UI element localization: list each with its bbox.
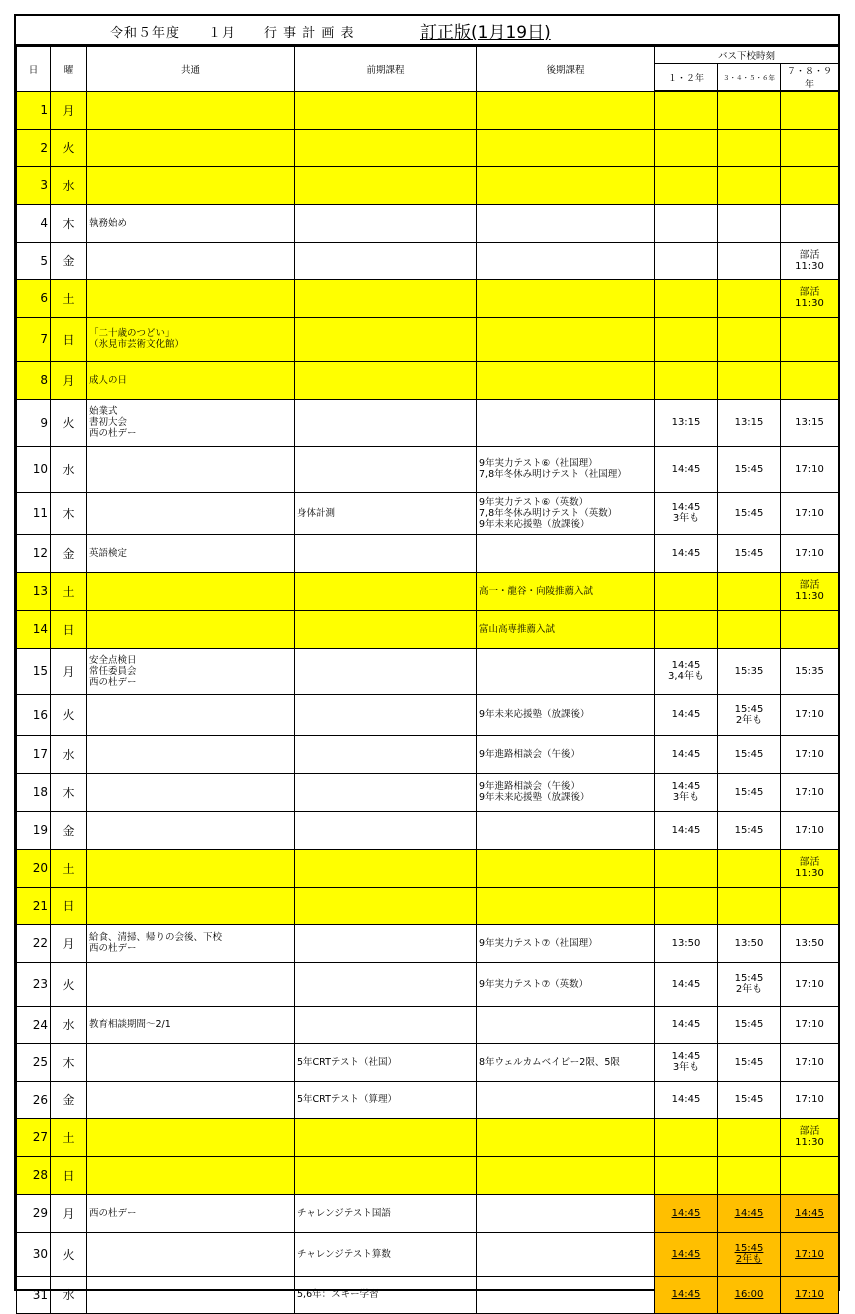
day-cell: 14 xyxy=(17,610,51,648)
bus-grade-3-6-cell xyxy=(718,361,781,399)
early-course-cell xyxy=(295,446,477,492)
late-course-cell: 9年進路相談会（午後） 9年未来応援塾（放課後） xyxy=(477,773,655,811)
bus-grade-7-9-cell: 17:10 xyxy=(781,694,839,735)
table-row xyxy=(17,1194,839,1232)
bus-grade-7-9-cell: 17:10 xyxy=(781,773,839,811)
bus-grade-3-6-cell: 15:45 xyxy=(718,492,781,534)
early-course-cell: 5,6年：スキー学習 xyxy=(295,1276,477,1313)
weekday-cell: 土 xyxy=(51,572,87,610)
bus-grade-3-6-cell xyxy=(718,317,781,361)
common-cell xyxy=(87,735,295,773)
common-cell xyxy=(87,166,295,204)
weekday-cell: 木 xyxy=(51,773,87,811)
table-row xyxy=(17,534,839,572)
header-bus-grade-3-6: ３・４・５・６年 xyxy=(718,64,781,92)
table-row xyxy=(17,1276,839,1313)
table-row xyxy=(17,242,839,279)
early-course-cell: チャレンジテスト算数 xyxy=(295,1232,477,1276)
bus-grade-1-2-cell: 14:45 xyxy=(655,735,718,773)
late-course-cell xyxy=(477,648,655,694)
early-course-cell: 身体計測 xyxy=(295,492,477,534)
header-weekday: 曜 xyxy=(51,47,87,92)
table-row xyxy=(17,572,839,610)
bus-grade-1-2-cell: 14:45 3年も xyxy=(655,492,718,534)
common-cell xyxy=(87,1156,295,1194)
early-course-cell xyxy=(295,811,477,849)
weekday-cell: 日 xyxy=(51,1156,87,1194)
bus-grade-3-6-cell xyxy=(718,572,781,610)
bus-grade-1-2-cell xyxy=(655,166,718,204)
page-title: 令和５年度 １月 行 事 計 画 表 xyxy=(110,26,355,41)
bus-grade-7-9-cell: 部活 11:30 xyxy=(781,849,839,887)
bus-grade-7-9-cell: 17:10 xyxy=(781,962,839,1006)
weekday-cell: 木 xyxy=(51,1043,87,1081)
late-course-cell xyxy=(477,1081,655,1118)
table-row xyxy=(17,694,839,735)
bus-grade-3-6-cell: 15:45 xyxy=(718,735,781,773)
early-course-cell xyxy=(295,610,477,648)
late-course-cell: 9年実力テスト⑥（社国理） 7,8年冬休み明けテスト（社国理） xyxy=(477,446,655,492)
bus-grade-7-9-cell xyxy=(781,361,839,399)
bus-grade-3-6-cell xyxy=(718,129,781,166)
table-row xyxy=(17,91,839,129)
early-course-cell xyxy=(295,399,477,446)
early-course-cell xyxy=(295,572,477,610)
table-row xyxy=(17,399,839,446)
bus-grade-3-6-cell xyxy=(718,1118,781,1156)
late-course-cell xyxy=(477,1006,655,1043)
weekday-cell: 日 xyxy=(51,317,87,361)
bus-grade-1-2-cell xyxy=(655,242,718,279)
table-row xyxy=(17,1081,839,1118)
table-row xyxy=(17,648,839,694)
bus-grade-7-9-cell xyxy=(781,166,839,204)
bus-grade-7-9-cell: 17:10 xyxy=(781,492,839,534)
bus-grade-7-9-cell: 14:45 xyxy=(781,1194,839,1232)
day-cell: 25 xyxy=(17,1043,51,1081)
bus-grade-7-9-cell xyxy=(781,1156,839,1194)
table-row xyxy=(17,610,839,648)
bus-grade-1-2-cell: 14:45 xyxy=(655,962,718,1006)
weekday-cell: 火 xyxy=(51,962,87,1006)
common-cell xyxy=(87,572,295,610)
common-cell xyxy=(87,446,295,492)
bus-grade-7-9-cell: 17:10 xyxy=(781,811,839,849)
common-cell xyxy=(87,1043,295,1081)
bus-grade-1-2-cell: 14:45 xyxy=(655,1232,718,1276)
table-row xyxy=(17,1043,839,1081)
early-course-cell xyxy=(295,887,477,924)
early-course-cell xyxy=(295,166,477,204)
header-early-course: 前期課程 xyxy=(295,47,477,92)
header-late-course: 後期課程 xyxy=(477,47,655,92)
late-course-cell xyxy=(477,1118,655,1156)
bus-grade-3-6-cell: 15:45 xyxy=(718,1081,781,1118)
late-course-cell: 9年実力テスト⑦（英数） xyxy=(477,962,655,1006)
day-cell: 22 xyxy=(17,924,51,962)
late-course-cell: 8年ウェルカムベイビー2限、5限 xyxy=(477,1043,655,1081)
table-row xyxy=(17,1118,839,1156)
early-course-cell xyxy=(295,1118,477,1156)
bus-grade-1-2-cell xyxy=(655,91,718,129)
bus-grade-1-2-cell: 14:45 3年も xyxy=(655,1043,718,1081)
bus-grade-1-2-cell: 14:45 xyxy=(655,1081,718,1118)
weekday-cell: 水 xyxy=(51,735,87,773)
late-course-cell: 高一・龍谷・向陵推薦入試 xyxy=(477,572,655,610)
weekday-cell: 火 xyxy=(51,1232,87,1276)
early-course-cell xyxy=(295,361,477,399)
table-row xyxy=(17,887,839,924)
day-cell: 3 xyxy=(17,166,51,204)
bus-grade-7-9-cell: 部活 11:30 xyxy=(781,1118,839,1156)
table-row xyxy=(17,1156,839,1194)
bus-grade-3-6-cell xyxy=(718,610,781,648)
common-cell xyxy=(87,1081,295,1118)
early-course-cell xyxy=(295,534,477,572)
bus-grade-7-9-cell: 17:10 xyxy=(781,446,839,492)
late-course-cell xyxy=(477,887,655,924)
table-row xyxy=(17,129,839,166)
weekday-cell: 日 xyxy=(51,887,87,924)
bus-grade-7-9-cell: 17:10 xyxy=(781,1081,839,1118)
early-course-cell xyxy=(295,735,477,773)
day-cell: 28 xyxy=(17,1156,51,1194)
late-course-cell xyxy=(477,1232,655,1276)
bus-grade-7-9-cell: 17:10 xyxy=(781,1006,839,1043)
day-cell: 15 xyxy=(17,648,51,694)
bus-grade-1-2-cell: 14:45 xyxy=(655,811,718,849)
early-course-cell: 5年CRTテスト（算理） xyxy=(295,1081,477,1118)
common-cell xyxy=(87,1118,295,1156)
early-course-cell xyxy=(295,962,477,1006)
day-cell: 9 xyxy=(17,399,51,446)
weekday-cell: 土 xyxy=(51,1118,87,1156)
late-course-cell xyxy=(477,166,655,204)
bus-grade-7-9-cell: 17:10 xyxy=(781,1043,839,1081)
bus-grade-7-9-cell: 部活 11:30 xyxy=(781,572,839,610)
day-cell: 21 xyxy=(17,887,51,924)
table-row xyxy=(17,962,839,1006)
bus-grade-1-2-cell xyxy=(655,849,718,887)
bus-grade-3-6-cell xyxy=(718,166,781,204)
common-cell xyxy=(87,492,295,534)
early-course-cell xyxy=(295,317,477,361)
bus-grade-1-2-cell xyxy=(655,361,718,399)
table-row xyxy=(17,492,839,534)
bus-grade-3-6-cell: 15:45 xyxy=(718,811,781,849)
bus-grade-1-2-cell xyxy=(655,279,718,317)
bus-grade-1-2-cell xyxy=(655,317,718,361)
common-cell: 西の杜デー xyxy=(87,1194,295,1232)
early-course-cell xyxy=(295,91,477,129)
day-cell: 13 xyxy=(17,572,51,610)
common-cell xyxy=(87,694,295,735)
weekday-cell: 水 xyxy=(51,166,87,204)
bus-grade-1-2-cell xyxy=(655,1118,718,1156)
late-course-cell xyxy=(477,279,655,317)
weekday-cell: 月 xyxy=(51,91,87,129)
weekday-cell: 火 xyxy=(51,399,87,446)
bus-grade-7-9-cell xyxy=(781,91,839,129)
day-cell: 30 xyxy=(17,1232,51,1276)
bus-grade-7-9-cell: 15:35 xyxy=(781,648,839,694)
table-row xyxy=(17,279,839,317)
day-cell: 2 xyxy=(17,129,51,166)
weekday-cell: 土 xyxy=(51,279,87,317)
table-row xyxy=(17,1232,839,1276)
bus-grade-3-6-cell xyxy=(718,849,781,887)
bus-grade-3-6-cell: 15:45 2年も xyxy=(718,694,781,735)
bus-grade-1-2-cell xyxy=(655,129,718,166)
early-course-cell xyxy=(295,773,477,811)
bus-grade-3-6-cell: 15:45 xyxy=(718,773,781,811)
bus-grade-1-2-cell: 14:45 3,4年も xyxy=(655,648,718,694)
day-cell: 18 xyxy=(17,773,51,811)
common-cell: 給食、清掃、帰りの会後、下校 西の杜デー xyxy=(87,924,295,962)
day-cell: 6 xyxy=(17,279,51,317)
late-course-cell xyxy=(477,399,655,446)
weekday-cell: 土 xyxy=(51,849,87,887)
bus-grade-1-2-cell: 14:45 xyxy=(655,446,718,492)
bus-grade-7-9-cell: 部活 11:30 xyxy=(781,242,839,279)
day-cell: 26 xyxy=(17,1081,51,1118)
table-row xyxy=(17,924,839,962)
title-bar xyxy=(16,16,838,46)
bus-grade-1-2-cell: 14:45 xyxy=(655,694,718,735)
header-bus-grade-7-9: ７・８・９年 xyxy=(781,64,839,92)
common-cell xyxy=(87,962,295,1006)
common-cell xyxy=(87,811,295,849)
late-course-cell: 9年未来応援塾（放課後） xyxy=(477,694,655,735)
weekday-cell: 火 xyxy=(51,129,87,166)
early-course-cell: 5年CRTテスト（社国） xyxy=(295,1043,477,1081)
revision-label: 訂正版(1月19日) xyxy=(420,23,551,43)
bus-grade-3-6-cell xyxy=(718,1156,781,1194)
common-cell xyxy=(87,773,295,811)
bus-grade-3-6-cell: 15:45 2年も xyxy=(718,962,781,1006)
bus-grade-1-2-cell: 14:45 xyxy=(655,534,718,572)
bus-grade-1-2-cell: 14:45 xyxy=(655,1006,718,1043)
bus-grade-3-6-cell: 15:45 xyxy=(718,446,781,492)
day-cell: 23 xyxy=(17,962,51,1006)
late-course-cell: 富山高専推薦入試 xyxy=(477,610,655,648)
bus-grade-7-9-cell xyxy=(781,887,839,924)
header-common: 共通 xyxy=(87,47,295,92)
weekday-cell: 日 xyxy=(51,610,87,648)
late-course-cell xyxy=(477,811,655,849)
bus-grade-3-6-cell xyxy=(718,279,781,317)
common-cell xyxy=(87,610,295,648)
late-course-cell: 9年実力テスト⑥（英数） 7,8年冬休み明けテスト（英数） 9年未来応援塾（放課後） xyxy=(477,492,655,534)
early-course-cell xyxy=(295,1006,477,1043)
early-course-cell xyxy=(295,279,477,317)
common-cell xyxy=(87,849,295,887)
day-cell: 8 xyxy=(17,361,51,399)
weekday-cell: 月 xyxy=(51,361,87,399)
late-course-cell xyxy=(477,1194,655,1232)
day-cell: 31 xyxy=(17,1276,51,1313)
day-cell: 27 xyxy=(17,1118,51,1156)
bus-grade-1-2-cell xyxy=(655,1156,718,1194)
bus-grade-7-9-cell: 13:50 xyxy=(781,924,839,962)
early-course-cell xyxy=(295,924,477,962)
table-row xyxy=(17,811,839,849)
bus-grade-1-2-cell xyxy=(655,610,718,648)
early-course-cell xyxy=(295,129,477,166)
common-cell: 始業式 書初大会 西の杜デー xyxy=(87,399,295,446)
bus-grade-7-9-cell xyxy=(781,129,839,166)
bus-grade-1-2-cell xyxy=(655,204,718,242)
late-course-cell: 9年進路相談会（午後） xyxy=(477,735,655,773)
common-cell xyxy=(87,887,295,924)
day-cell: 11 xyxy=(17,492,51,534)
late-course-cell xyxy=(477,129,655,166)
bus-grade-3-6-cell: 15:45 2年も xyxy=(718,1232,781,1276)
late-course-cell xyxy=(477,317,655,361)
bus-grade-3-6-cell: 15:45 xyxy=(718,534,781,572)
bus-grade-7-9-cell: 17:10 xyxy=(781,1232,839,1276)
bus-grade-1-2-cell: 13:50 xyxy=(655,924,718,962)
table-row xyxy=(17,204,839,242)
schedule-rows xyxy=(17,91,839,1313)
table-row xyxy=(17,446,839,492)
weekday-cell: 水 xyxy=(51,446,87,492)
bus-grade-7-9-cell xyxy=(781,317,839,361)
early-course-cell xyxy=(295,648,477,694)
bus-grade-3-6-cell: 15:45 xyxy=(718,1006,781,1043)
day-cell: 24 xyxy=(17,1006,51,1043)
bus-grade-1-2-cell xyxy=(655,887,718,924)
bus-grade-7-9-cell: 部活 11:30 xyxy=(781,279,839,317)
bus-grade-3-6-cell xyxy=(718,204,781,242)
late-course-cell xyxy=(477,242,655,279)
common-cell: 成人の日 xyxy=(87,361,295,399)
weekday-cell: 月 xyxy=(51,648,87,694)
day-cell: 7 xyxy=(17,317,51,361)
bus-grade-7-9-cell: 13:15 xyxy=(781,399,839,446)
day-cell: 5 xyxy=(17,242,51,279)
weekday-cell: 月 xyxy=(51,924,87,962)
bus-grade-7-9-cell: 17:10 xyxy=(781,534,839,572)
common-cell: 安全点検日 常任委員会 西の杜デー xyxy=(87,648,295,694)
bus-grade-1-2-cell: 14:45 3年も xyxy=(655,773,718,811)
bus-grade-7-9-cell xyxy=(781,610,839,648)
day-cell: 16 xyxy=(17,694,51,735)
early-course-cell: チャレンジテスト国語 xyxy=(295,1194,477,1232)
weekday-cell: 月 xyxy=(51,1194,87,1232)
weekday-cell: 水 xyxy=(51,1276,87,1313)
table-row xyxy=(17,361,839,399)
bus-grade-3-6-cell: 14:45 xyxy=(718,1194,781,1232)
bus-grade-1-2-cell xyxy=(655,572,718,610)
day-cell: 10 xyxy=(17,446,51,492)
header-bus-time: バス下校時刻 xyxy=(655,47,839,64)
bus-grade-1-2-cell: 14:45 xyxy=(655,1194,718,1232)
bus-grade-3-6-cell: 16:00 xyxy=(718,1276,781,1313)
header-bus-grade-1-2: １・２年 xyxy=(655,64,718,92)
late-course-cell xyxy=(477,849,655,887)
common-cell xyxy=(87,1276,295,1313)
weekday-cell: 火 xyxy=(51,694,87,735)
early-course-cell xyxy=(295,204,477,242)
late-course-cell xyxy=(477,361,655,399)
early-course-cell xyxy=(295,242,477,279)
schedule-table xyxy=(16,46,839,1314)
weekday-cell: 木 xyxy=(51,492,87,534)
early-course-cell xyxy=(295,849,477,887)
bus-grade-7-9-cell: 17:10 xyxy=(781,1276,839,1313)
bus-grade-7-9-cell: 17:10 xyxy=(781,735,839,773)
bus-grade-3-6-cell xyxy=(718,887,781,924)
day-cell: 1 xyxy=(17,91,51,129)
table-row xyxy=(17,849,839,887)
late-course-cell xyxy=(477,534,655,572)
bus-grade-3-6-cell: 15:35 xyxy=(718,648,781,694)
late-course-cell: 9年実力テスト⑦（社国理） xyxy=(477,924,655,962)
weekday-cell: 金 xyxy=(51,1081,87,1118)
weekday-cell: 金 xyxy=(51,242,87,279)
bus-grade-3-6-cell: 15:45 xyxy=(718,1043,781,1081)
common-cell xyxy=(87,129,295,166)
weekday-cell: 木 xyxy=(51,204,87,242)
table-row xyxy=(17,735,839,773)
schedule-sheet xyxy=(14,14,840,1302)
bus-grade-3-6-cell xyxy=(718,91,781,129)
day-cell: 19 xyxy=(17,811,51,849)
day-cell: 12 xyxy=(17,534,51,572)
common-cell: 執務始め xyxy=(87,204,295,242)
header-day: 日 xyxy=(17,47,51,92)
table-row xyxy=(17,166,839,204)
early-course-cell xyxy=(295,1156,477,1194)
late-course-cell xyxy=(477,204,655,242)
day-cell: 17 xyxy=(17,735,51,773)
day-cell: 20 xyxy=(17,849,51,887)
common-cell: 教育相談期間～2/1 xyxy=(87,1006,295,1043)
bus-grade-3-6-cell: 13:15 xyxy=(718,399,781,446)
day-cell: 29 xyxy=(17,1194,51,1232)
early-course-cell xyxy=(295,694,477,735)
bus-grade-3-6-cell xyxy=(718,242,781,279)
bus-grade-1-2-cell: 13:15 xyxy=(655,399,718,446)
bus-grade-7-9-cell xyxy=(781,204,839,242)
table-row xyxy=(17,1006,839,1043)
weekday-cell: 金 xyxy=(51,811,87,849)
common-cell xyxy=(87,242,295,279)
common-cell xyxy=(87,279,295,317)
late-course-cell xyxy=(477,1156,655,1194)
bus-grade-1-2-cell: 14:45 xyxy=(655,1276,718,1313)
late-course-cell xyxy=(477,1276,655,1313)
weekday-cell: 水 xyxy=(51,1006,87,1043)
table-row xyxy=(17,773,839,811)
common-cell xyxy=(87,91,295,129)
day-cell: 4 xyxy=(17,204,51,242)
common-cell: 英語検定 xyxy=(87,534,295,572)
late-course-cell xyxy=(477,91,655,129)
common-cell: 「二十歳のつどい」 （氷見市芸術文化館） xyxy=(87,317,295,361)
table-row xyxy=(17,317,839,361)
weekday-cell: 金 xyxy=(51,534,87,572)
bus-grade-3-6-cell: 13:50 xyxy=(718,924,781,962)
common-cell xyxy=(87,1232,295,1276)
